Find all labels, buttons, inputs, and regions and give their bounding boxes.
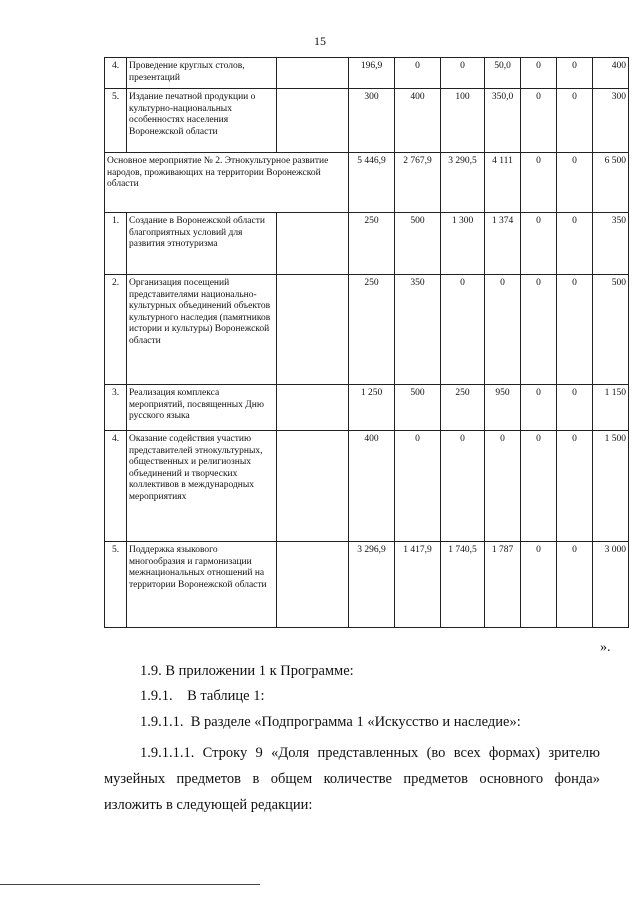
value-cell: 6 500 (593, 153, 629, 213)
row-number: 1. (105, 213, 127, 275)
value-cell: 250 (441, 385, 485, 431)
empty-cell (277, 213, 349, 275)
value-cell: 0 (395, 58, 441, 89)
row-title: Поддержка языкового многообразия и гармонизации межнациональных отношений на территории Воронежской области (127, 542, 277, 628)
value-cell: 3 290,5 (441, 153, 485, 213)
paragraph-1-9-1-1-1: 1.9.1.1.1. Строку 9 «Доля представленных (во всех формах) зрителю музейных предметов в общем количестве предметов основного фонда» изложить в следующей редакции: (104, 745, 600, 813)
value-cell: 0 (557, 153, 593, 213)
value-cell: 1 500 (593, 431, 629, 542)
value-cell: 500 (395, 385, 441, 431)
value-cell: 0 (557, 58, 593, 89)
value-cell: 0 (521, 385, 557, 431)
paragraph-1-9-1: 1.9.1. В таблице 1: (140, 688, 265, 704)
value-cell: 3 296,9 (349, 542, 395, 628)
row-title: Создание в Воронежской области благоприятных условий для развития этнотуризма (127, 213, 277, 275)
table-row (105, 275, 629, 385)
value-cell: 1 740,5 (441, 542, 485, 628)
table-row (105, 542, 629, 628)
value-cell: 950 (485, 385, 521, 431)
value-cell: 0 (441, 275, 485, 385)
value-cell: 2 767,9 (395, 153, 441, 213)
value-cell: 0 (521, 89, 557, 153)
empty-cell (277, 385, 349, 431)
value-cell: 0 (441, 431, 485, 542)
value-cell: 1 250 (349, 385, 395, 431)
empty-cell (277, 89, 349, 153)
value-cell: 1 150 (593, 385, 629, 431)
value-cell: 300 (349, 89, 395, 153)
value-cell: 5 446,9 (349, 153, 395, 213)
row-number: 5. (105, 542, 127, 628)
paragraph-1-9-1-1: 1.9.1.1. В разделе «Подпрограмма 1 «Искусство и наследие»: (140, 714, 521, 730)
value-cell: 400 (593, 58, 629, 89)
empty-cell (277, 542, 349, 628)
row-title: Проведение круглых столов, презентаций (127, 58, 277, 89)
value-cell: 196,9 (349, 58, 395, 89)
table-row (105, 431, 629, 542)
row-number: 2. (105, 275, 127, 385)
value-cell: 0 (521, 542, 557, 628)
row-number: 4. (105, 431, 127, 542)
value-cell: 0 (521, 213, 557, 275)
value-cell: 0 (557, 89, 593, 153)
table-row (105, 89, 629, 153)
empty-cell (277, 275, 349, 385)
footer-divider (0, 884, 260, 885)
value-cell: 0 (557, 213, 593, 275)
value-cell: 0 (521, 431, 557, 542)
value-cell: 0 (521, 58, 557, 89)
empty-cell (277, 58, 349, 89)
value-cell: 0 (395, 431, 441, 542)
table-row (105, 58, 629, 89)
program-table (104, 57, 629, 628)
table-row (105, 385, 629, 431)
page-number: 15 (314, 34, 326, 48)
value-cell: 50,0 (485, 58, 521, 89)
value-cell: 0 (521, 153, 557, 213)
value-cell: 1 300 (441, 213, 485, 275)
row-title: Издание печатной продукции о культурно-национальных особенностях населения Воронежской области (127, 89, 277, 153)
value-cell: 1 374 (485, 213, 521, 275)
value-cell: 0 (557, 431, 593, 542)
value-cell: 250 (349, 275, 395, 385)
row-title: Реализация комплекса мероприятий, посвященных Дню русского языка (127, 385, 277, 431)
value-cell: 3 000 (593, 542, 629, 628)
value-cell: 400 (395, 89, 441, 153)
paragraph-1-9: 1.9. В приложении 1 к Программе: (140, 663, 354, 679)
table-row (105, 213, 629, 275)
value-cell: 350 (593, 213, 629, 275)
row-title: Организация посещений представителями национально-культурных объединений объектов культурного наследия (памятников истории и культуры) Воронежской области (127, 275, 277, 385)
value-cell: 0 (557, 275, 593, 385)
section-title: Основное мероприятие № 2. Этнокультурное развитие народов, проживающих на территории Воронежской области (105, 153, 349, 213)
value-cell: 0 (485, 275, 521, 385)
closing-quote: ». (600, 640, 611, 655)
value-cell: 500 (395, 213, 441, 275)
value-cell: 4 111 (485, 153, 521, 213)
empty-cell (277, 431, 349, 542)
value-cell: 500 (593, 275, 629, 385)
value-cell: 1 417,9 (395, 542, 441, 628)
row-number: 5. (105, 89, 127, 153)
value-cell: 400 (349, 431, 395, 542)
value-cell: 0 (485, 431, 521, 542)
row-number: 4. (105, 58, 127, 89)
value-cell: 0 (441, 58, 485, 89)
row-number: 3. (105, 385, 127, 431)
value-cell: 300 (593, 89, 629, 153)
value-cell: 0 (557, 542, 593, 628)
table-row-section (105, 153, 629, 213)
row-title: Оказание содействия участию представителей этнокультурных, общественных и религиозных объединений и творческих коллективов в международных мероприятиях (127, 431, 277, 542)
value-cell: 0 (557, 385, 593, 431)
value-cell: 350,0 (485, 89, 521, 153)
value-cell: 1 787 (485, 542, 521, 628)
value-cell: 0 (521, 275, 557, 385)
value-cell: 250 (349, 213, 395, 275)
value-cell: 100 (441, 89, 485, 153)
value-cell: 350 (395, 275, 441, 385)
